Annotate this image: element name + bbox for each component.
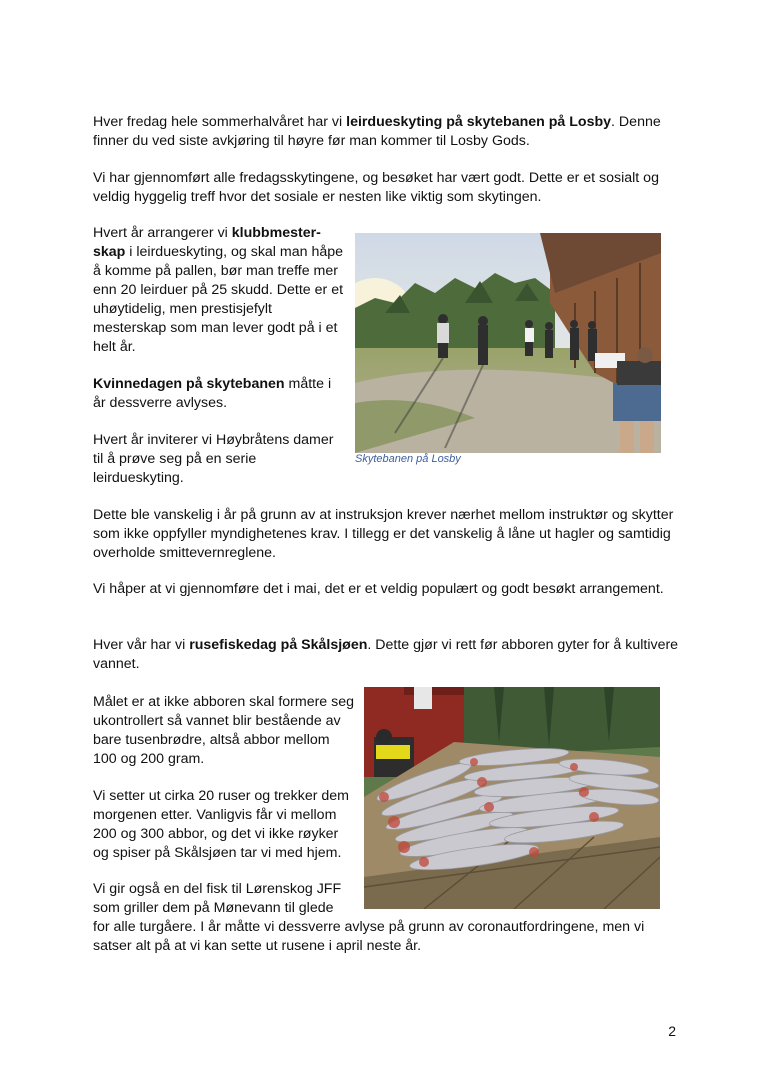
fish-catch-photo	[364, 687, 660, 909]
womens-day-paragraph: Kvinnedagen på skytebanen måtte i år dessverre avlyses.	[93, 376, 332, 411]
fishing-method-paragraph: Vi setter ut cirka 20 ruser og trekker dem morgenen etter. Vanligvis får vi mellom 200 og 300 abbor, og det vi ikke røyker og spiser på Skålsjøen tar vi med hjem.	[93, 788, 350, 861]
womens-day-invite-paragraph: Hvert år inviterer vi Høybråtens damer til å prøve seg på en serie leirdueskyting.	[93, 432, 334, 486]
fishing-gift-paragraph-line1: Vi gir også en del fisk til Lørenskog JFF	[93, 881, 342, 897]
fishing-gift-paragraph-line2: som griller dem på Mønevann til glede	[93, 900, 334, 916]
fishing-goal-paragraph: Målet er at ikke abboren skal formere seg ukontrollert så vannet blir bestående av bare tusenbrødre, altså abbor mellom 100 og 200 gram.	[93, 694, 355, 767]
fishing-gift-paragraph-rest: for alle turgåere. I år måtte vi dessverre avlyse på grunn av coronautfordringene, men vi satser alt på at vi kan sette ut rusene i april neste år.	[93, 919, 645, 954]
womens-day-cancel-paragraph: Dette ble vanskelig i år på grunn av at instruksjon krever nærhet mellom instruktør og skytter som ikke oppfyller myndighetenes krav. I tillegg er det vanskelig å låne ut hagler og samtidig overholde smittevernreglene.	[93, 507, 674, 561]
photo-caption: Skytebanen på Losby	[355, 453, 461, 465]
fishing-intro-paragraph: Hver vår har vi rusefiskedag på Skålsjøen. Dette gjør vi rett før abboren gyter for å kultivere vannet.	[93, 637, 679, 672]
page-number: 2	[668, 1023, 676, 1039]
intro-paragraph-2: Vi har gjennomført alle fredagsskytingene, og besøket har vært godt. Dette er et sosialt og veldig hyggelig treff hvor det sosiale er nesten like viktig som skytingen.	[93, 170, 659, 205]
intro-paragraph: Hver fredag hele sommerhalvåret har vi leirdueskyting på skytebanen på Losby. Denne finner du ved siste avkjøring til høyre før man kommer til Losby Gods.	[93, 114, 661, 149]
shooting-range-photo	[355, 233, 661, 453]
womens-day-hope-paragraph: Vi håper at vi gjennomføre det i mai, det er et veldig populært og godt besøkt arrangement.	[93, 581, 664, 597]
club-championship-paragraph: Hvert år arrangerer vi klubbmester-skap i leirdueskyting, og skal man håpe å komme på pallen, bør man treffe mer enn 20 leirduer på 25 skudd. Dette er et uhøytidelig, men prestisjefylt mesterskap som man lever godt på i et helt år.	[93, 225, 344, 355]
